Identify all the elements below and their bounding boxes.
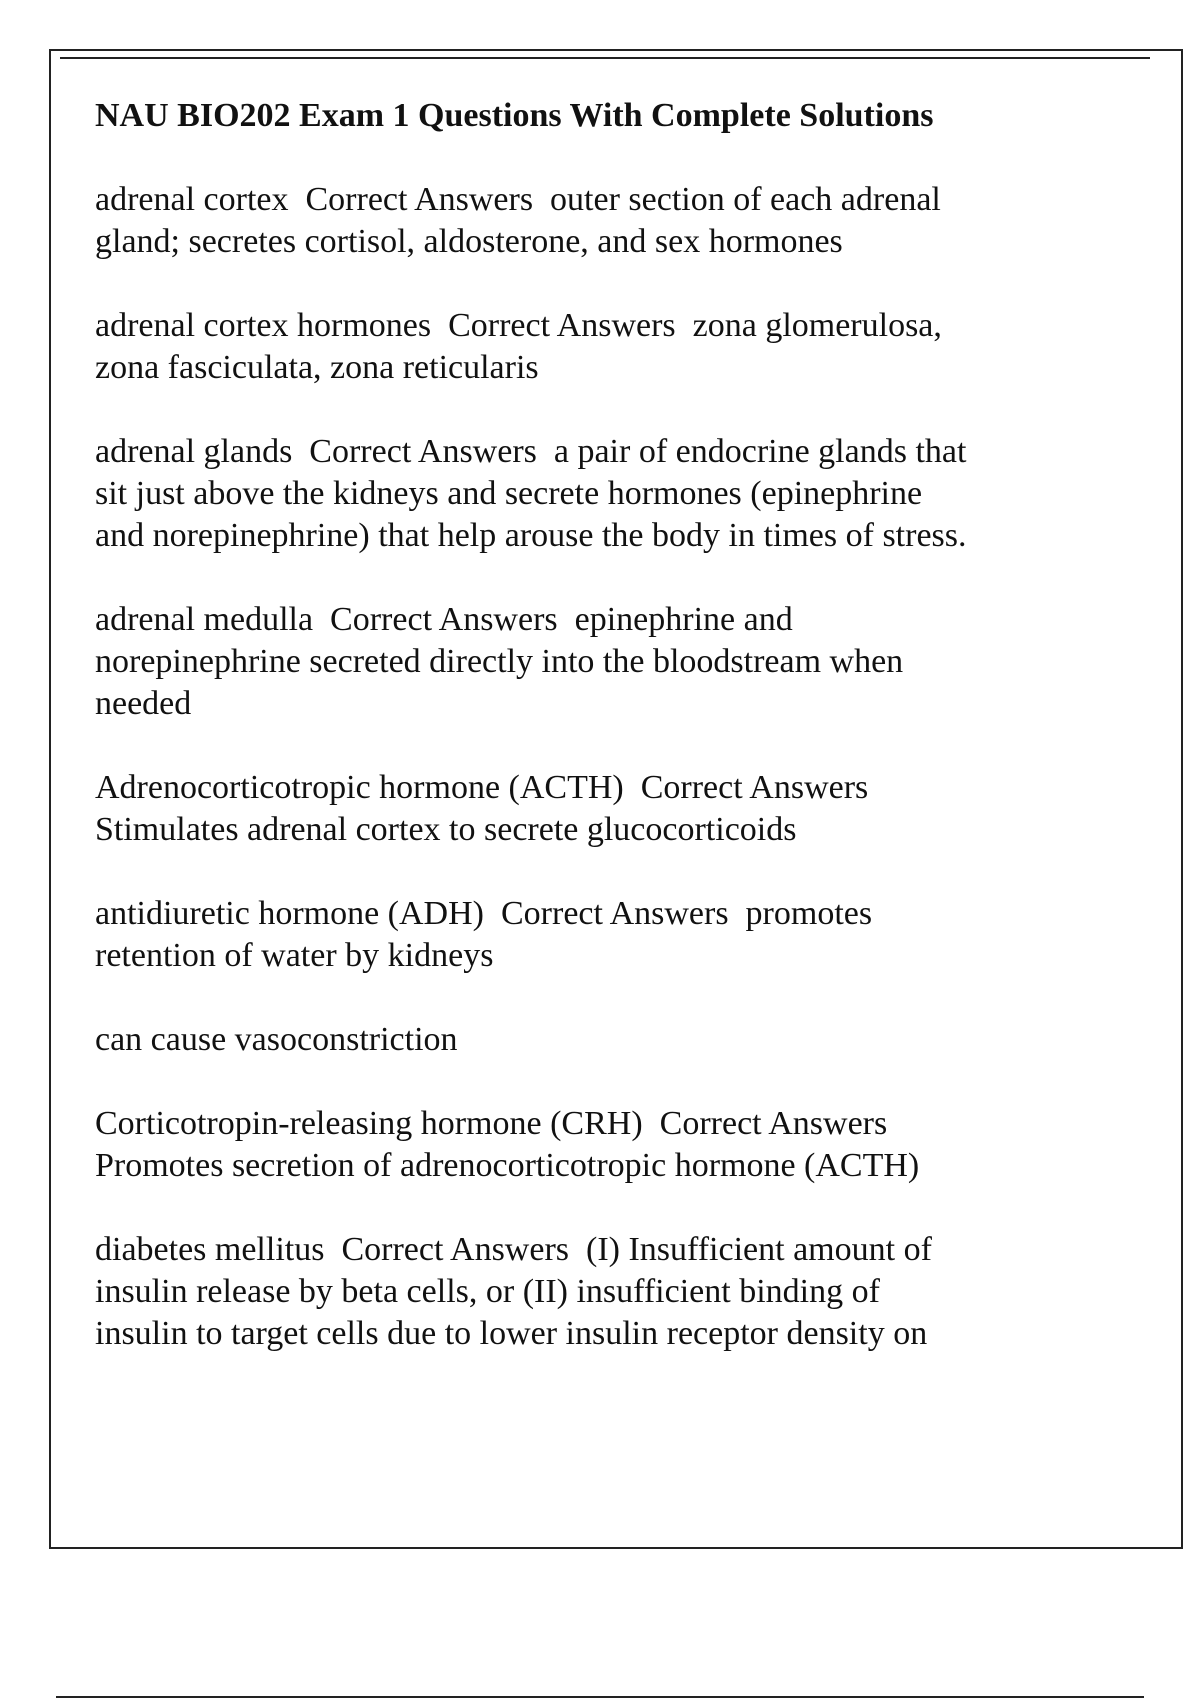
entry-line: sit just above the kidneys and secrete hormones (epinephrine — [95, 475, 923, 512]
qa-entry — [95, 1019, 1095, 1061]
top-rule — [60, 57, 1150, 59]
qa-entry — [95, 767, 1095, 851]
entry-line: adrenal cortex Correct Answers outer section of each adrenal — [95, 181, 941, 218]
entry-line: insulin release by beta cells, or (II) insufficient binding of — [95, 1273, 880, 1310]
entry-line: can cause vasoconstriction — [95, 1021, 458, 1058]
bottom-rule — [56, 1696, 1144, 1698]
qa-entry — [95, 893, 1095, 977]
entry-line: needed — [95, 685, 192, 722]
entry-line: insulin to target cells due to lower insulin receptor density on — [95, 1315, 928, 1352]
qa-entry — [95, 305, 1095, 389]
entry-line: zona fasciculata, zona reticularis — [95, 349, 539, 386]
entry-line: Promotes secretion of adrenocorticotropic hormone (ACTH) — [95, 1147, 920, 1184]
entry-line: Corticotropin-releasing hormone (CRH) Correct Answers — [95, 1105, 888, 1142]
qa-entry — [95, 1229, 1095, 1355]
entry-line: adrenal cortex hormones Correct Answers zona glomerulosa, — [95, 307, 942, 344]
entry-line: Stimulates adrenal cortex to secrete glucocorticoids — [95, 811, 797, 848]
qa-entry — [95, 599, 1095, 725]
qa-entry — [95, 1103, 1095, 1187]
entry-line: norepinephrine secreted directly into the bloodstream when — [95, 643, 904, 680]
entry-line: Adrenocorticotropic hormone (ACTH) Correct Answers — [95, 769, 869, 806]
qa-entry — [95, 431, 1095, 557]
document-title: NAU BIO202 Exam 1 Questions With Complete Solutions — [95, 97, 934, 134]
entry-line: adrenal medulla Correct Answers epinephrine and — [95, 601, 793, 638]
document-body — [95, 95, 1095, 1397]
entry-line: adrenal glands Correct Answers a pair of endocrine glands that — [95, 433, 967, 470]
entry-line: retention of water by kidneys — [95, 937, 494, 974]
qa-entry — [95, 179, 1095, 263]
entry-line: antidiuretic hormone (ADH) Correct Answers promotes — [95, 895, 873, 932]
entry-line: gland; secretes cortisol, aldosterone, and sex hormones — [95, 223, 843, 260]
entry-line: and norepinephrine) that help arouse the body in times of stress. — [95, 517, 967, 554]
entry-list — [95, 179, 1095, 1355]
entry-line: diabetes mellitus Correct Answers (I) Insufficient amount of — [95, 1231, 932, 1268]
